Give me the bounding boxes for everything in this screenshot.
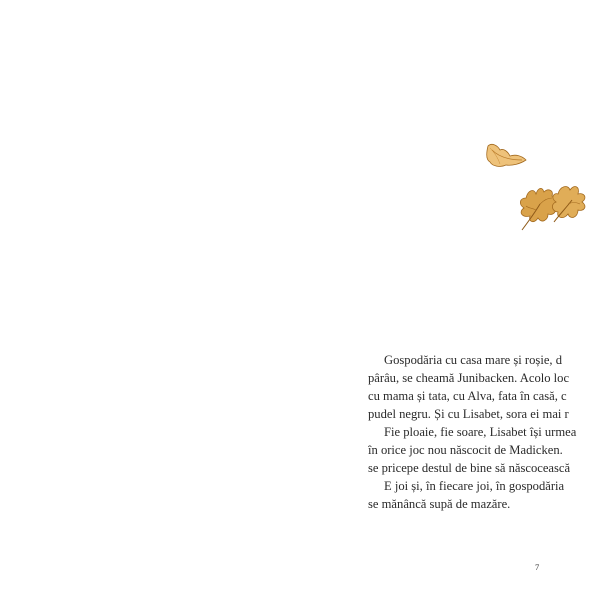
small-leaf xyxy=(487,144,526,166)
text-line: se pricepe destul de bine să născocească xyxy=(368,461,571,475)
text-line: se mănâncă supă de mazăre. xyxy=(368,497,511,511)
text-line: pârâu, se cheamă Junibacken. Acolo loc xyxy=(368,371,570,385)
body-text xyxy=(368,351,600,513)
text-line: cu mama și tata, cu Alva, fata în casă, c xyxy=(368,389,567,403)
text-line: în orice joc nou născocit de Madicken. xyxy=(368,443,563,457)
large-leaf-left xyxy=(520,188,557,230)
text-line: Gospodăria cu casa mare și roșie, d xyxy=(384,353,562,367)
autumn-leaves-illustration xyxy=(478,138,600,248)
page-number: 7 xyxy=(535,562,540,572)
text-line: Fie ploaie, fie soare, Lisabet își urmea xyxy=(384,425,577,439)
large-leaf-right xyxy=(552,187,585,222)
text-line: E joi și, în fiecare joi, în gospodăria xyxy=(384,479,565,493)
text-line: pudel negru. Și cu Lisabet, sora ei mai r xyxy=(368,407,569,421)
